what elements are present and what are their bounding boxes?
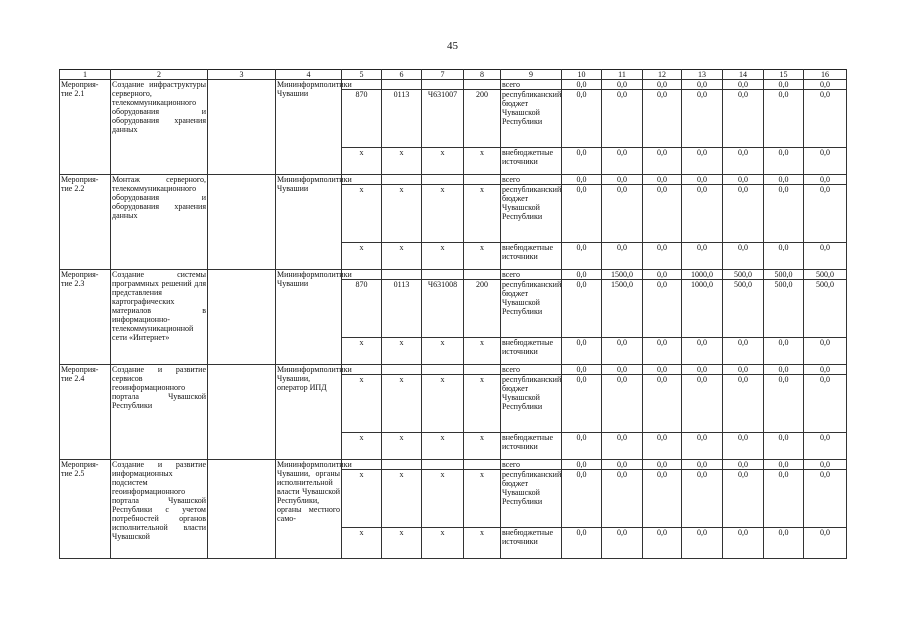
budget-code-cell: x	[382, 470, 422, 528]
activity-col3-cell	[208, 460, 276, 559]
amount-cell: 0,0	[804, 148, 847, 175]
funding-source-cell: республиканский бюджет Чувашской Республики	[501, 185, 562, 243]
amount-cell: 0,0	[764, 90, 804, 148]
funding-source-cell: внебюджетные источники	[501, 433, 562, 460]
budget-code-cell: x	[464, 243, 501, 270]
budget-code-cell: x	[422, 470, 464, 528]
budget-code-cell: x	[342, 375, 382, 433]
amount-cell: 0,0	[764, 175, 804, 185]
activity-col3-cell	[208, 270, 276, 365]
amount-cell: 0,0	[643, 375, 682, 433]
amount-cell: 0,0	[682, 470, 723, 528]
amount-cell: 0,0	[804, 365, 847, 375]
amount-cell: 0,0	[804, 460, 847, 470]
amount-cell: 0,0	[562, 80, 602, 90]
amount-cell: 0,0	[764, 80, 804, 90]
activity-name-cell: Мероприя-тие 2.3	[60, 270, 111, 365]
amount-cell: 0,0	[764, 375, 804, 433]
amount-cell: 0,0	[643, 148, 682, 175]
activity-description-cell: Создание и развитие сервисов геоинформационного портала Чувашской Республики	[111, 365, 208, 460]
amount-cell: 0,0	[764, 185, 804, 243]
amount-cell: 0,0	[602, 528, 643, 559]
column-number-cell: 1	[60, 70, 111, 80]
amount-cell: 0,0	[643, 243, 682, 270]
amount-cell: 0,0	[602, 460, 643, 470]
budget-code-cell: x	[382, 243, 422, 270]
amount-cell: 0,0	[764, 338, 804, 365]
budget-code-cell	[464, 270, 501, 280]
column-number-cell: 4	[276, 70, 342, 80]
amount-cell: 0,0	[764, 365, 804, 375]
amount-cell: 1000,0	[682, 270, 723, 280]
table-row	[60, 365, 847, 375]
budget-code-cell: x	[464, 185, 501, 243]
budget-code-cell: x	[342, 470, 382, 528]
amount-cell: 0,0	[723, 365, 764, 375]
budget-code-cell	[422, 175, 464, 185]
activity-col3-cell	[208, 175, 276, 270]
budget-code-cell: x	[422, 338, 464, 365]
amount-cell: 0,0	[643, 470, 682, 528]
budget-code-cell: x	[464, 148, 501, 175]
activity-name-cell: Мероприя-тие 2.5	[60, 460, 111, 559]
amount-cell: 0,0	[804, 243, 847, 270]
amount-cell: 500,0	[764, 270, 804, 280]
amount-cell: 0,0	[562, 185, 602, 243]
budget-code-cell: Ч631007	[422, 90, 464, 148]
amount-cell: 0,0	[643, 280, 682, 338]
amount-cell: 0,0	[804, 433, 847, 460]
amount-cell: 0,0	[682, 460, 723, 470]
budget-code-cell	[464, 80, 501, 90]
budget-code-cell: 870	[342, 90, 382, 148]
funding-source-cell: всего	[501, 80, 562, 90]
funding-source-cell: внебюджетные источники	[501, 243, 562, 270]
budget-code-cell	[382, 175, 422, 185]
amount-cell: 0,0	[643, 80, 682, 90]
amount-cell: 0,0	[562, 338, 602, 365]
amount-cell: 0,0	[562, 460, 602, 470]
amount-cell: 0,0	[562, 280, 602, 338]
column-number-row	[60, 70, 847, 80]
budget-code-cell: x	[382, 528, 422, 559]
amount-cell: 1500,0	[602, 280, 643, 338]
amount-cell: 0,0	[682, 90, 723, 148]
column-number-cell: 12	[643, 70, 682, 80]
amount-cell: 0,0	[723, 80, 764, 90]
table-body	[60, 70, 847, 559]
amount-cell: 0,0	[804, 185, 847, 243]
amount-cell: 0,0	[602, 148, 643, 175]
amount-cell: 0,0	[562, 243, 602, 270]
amount-cell: 0,0	[764, 528, 804, 559]
budget-code-cell	[382, 80, 422, 90]
amount-cell: 0,0	[682, 80, 723, 90]
amount-cell: 1000,0	[682, 280, 723, 338]
amount-cell: 0,0	[643, 460, 682, 470]
budget-code-cell: x	[422, 243, 464, 270]
budget-code-cell: x	[382, 375, 422, 433]
amount-cell: 0,0	[643, 528, 682, 559]
amount-cell: 0,0	[602, 338, 643, 365]
budget-code-cell: x	[342, 185, 382, 243]
column-number-cell: 9	[501, 70, 562, 80]
budget-code-cell	[464, 365, 501, 375]
budget-code-cell: x	[342, 528, 382, 559]
budget-code-cell: 0113	[382, 280, 422, 338]
amount-cell: 0,0	[723, 470, 764, 528]
amount-cell: 0,0	[602, 470, 643, 528]
budget-code-cell	[422, 460, 464, 470]
budget-code-cell: x	[422, 433, 464, 460]
budget-code-cell: x	[422, 528, 464, 559]
amount-cell: 500,0	[764, 280, 804, 338]
table-row	[60, 80, 847, 90]
amount-cell: 0,0	[682, 338, 723, 365]
activity-executor-cell: Мининформполитики Чувашии, оператор ИПД	[276, 365, 342, 460]
budget-code-cell: x	[382, 148, 422, 175]
funding-source-cell: внебюджетные источники	[501, 338, 562, 365]
activity-executor-cell: Мининформполитики Чувашии, органы исполнительной власти Чувашской Республики, органы местного само-	[276, 460, 342, 559]
amount-cell: 0,0	[723, 338, 764, 365]
amount-cell: 0,0	[723, 175, 764, 185]
budget-table	[59, 69, 847, 559]
amount-cell: 0,0	[764, 433, 804, 460]
funding-source-cell: республиканский бюджет Чувашской Республики	[501, 375, 562, 433]
amount-cell: 0,0	[562, 528, 602, 559]
amount-cell: 0,0	[562, 175, 602, 185]
amount-cell: 500,0	[723, 280, 764, 338]
budget-code-cell: x	[342, 148, 382, 175]
amount-cell: 0,0	[723, 243, 764, 270]
amount-cell: 0,0	[602, 185, 643, 243]
funding-source-cell: внебюджетные источники	[501, 528, 562, 559]
activity-executor-cell: Мининформполитики Чувашии	[276, 175, 342, 270]
amount-cell: 1500,0	[602, 270, 643, 280]
activity-description-cell: Создание и развитие информационных подсистем геоинформационного портала Чувашской Республики с учетом потребностей органов исполнительной власти Чувашской	[111, 460, 208, 559]
amount-cell: 0,0	[723, 148, 764, 175]
activity-description-cell: Создание системы программных решений для представления картографических материалов в информационно-телекоммуникационной сети «Интернет»	[111, 270, 208, 365]
amount-cell: 0,0	[562, 270, 602, 280]
amount-cell: 500,0	[723, 270, 764, 280]
budget-code-cell: x	[382, 433, 422, 460]
amount-cell: 0,0	[804, 80, 847, 90]
amount-cell: 0,0	[804, 470, 847, 528]
budget-code-cell	[382, 270, 422, 280]
amount-cell: 0,0	[602, 243, 643, 270]
amount-cell: 0,0	[682, 148, 723, 175]
budget-code-cell	[464, 460, 501, 470]
activity-name-cell: Мероприя-тие 2.4	[60, 365, 111, 460]
funding-source-cell: всего	[501, 175, 562, 185]
column-number-cell: 3	[208, 70, 276, 80]
amount-cell: 0,0	[602, 375, 643, 433]
budget-code-cell: x	[382, 185, 422, 243]
amount-cell: 0,0	[682, 175, 723, 185]
amount-cell: 0,0	[723, 460, 764, 470]
funding-source-cell: республиканский бюджет Чувашской Республики	[501, 90, 562, 148]
amount-cell: 0,0	[562, 148, 602, 175]
amount-cell: 0,0	[804, 338, 847, 365]
amount-cell: 500,0	[804, 280, 847, 338]
budget-code-cell: x	[382, 338, 422, 365]
amount-cell: 0,0	[643, 175, 682, 185]
budget-code-cell: x	[342, 243, 382, 270]
activity-executor-cell: Мининформполитики Чувашии	[276, 270, 342, 365]
amount-cell: 0,0	[602, 433, 643, 460]
column-number-cell: 14	[723, 70, 764, 80]
budget-code-cell: x	[464, 433, 501, 460]
budget-code-cell: x	[464, 338, 501, 365]
amount-cell: 0,0	[682, 185, 723, 243]
activity-description-cell: Создание инфраструктуры серверного, телекоммуникационного оборудования и оборудования хранения данных	[111, 80, 208, 175]
amount-cell: 0,0	[764, 460, 804, 470]
budget-code-cell	[422, 270, 464, 280]
table-row	[60, 270, 847, 280]
funding-source-cell: внебюджетные источники	[501, 148, 562, 175]
budget-code-cell: x	[422, 185, 464, 243]
budget-code-cell: x	[464, 375, 501, 433]
funding-source-cell: всего	[501, 365, 562, 375]
column-number-cell: 8	[464, 70, 501, 80]
budget-code-cell: 200	[464, 90, 501, 148]
budget-code-cell: x	[342, 433, 382, 460]
budget-code-cell	[422, 365, 464, 375]
page-number: 45	[447, 40, 458, 52]
budget-code-cell: Ч631008	[422, 280, 464, 338]
amount-cell: 0,0	[602, 90, 643, 148]
amount-cell: 0,0	[764, 243, 804, 270]
budget-code-cell	[464, 175, 501, 185]
column-number-cell: 16	[804, 70, 847, 80]
activity-col3-cell	[208, 80, 276, 175]
amount-cell: 0,0	[723, 90, 764, 148]
table-row	[60, 460, 847, 470]
amount-cell: 0,0	[643, 338, 682, 365]
activity-name-cell: Мероприя-тие 2.1	[60, 80, 111, 175]
activity-description-cell: Монтаж серверного, телекоммуникационного оборудования и оборудования хранения данных	[111, 175, 208, 270]
column-number-cell: 13	[682, 70, 723, 80]
amount-cell: 0,0	[562, 90, 602, 148]
column-number-cell: 5	[342, 70, 382, 80]
amount-cell: 0,0	[764, 470, 804, 528]
column-number-cell: 10	[562, 70, 602, 80]
amount-cell: 0,0	[602, 80, 643, 90]
amount-cell: 0,0	[562, 470, 602, 528]
budget-code-cell	[422, 80, 464, 90]
amount-cell: 0,0	[804, 528, 847, 559]
column-number-cell: 6	[382, 70, 422, 80]
amount-cell: 0,0	[643, 90, 682, 148]
amount-cell: 0,0	[562, 365, 602, 375]
budget-code-cell: 200	[464, 280, 501, 338]
amount-cell: 0,0	[562, 433, 602, 460]
activity-executor-cell: Мининформполитики Чувашии	[276, 80, 342, 175]
amount-cell: 0,0	[643, 185, 682, 243]
amount-cell: 0,0	[723, 185, 764, 243]
amount-cell: 500,0	[804, 270, 847, 280]
budget-code-cell	[382, 365, 422, 375]
amount-cell: 0,0	[602, 365, 643, 375]
amount-cell: 0,0	[682, 375, 723, 433]
budget-code-cell: x	[464, 470, 501, 528]
amount-cell: 0,0	[804, 375, 847, 433]
budget-code-cell: 0113	[382, 90, 422, 148]
column-number-cell: 7	[422, 70, 464, 80]
amount-cell: 0,0	[682, 528, 723, 559]
amount-cell: 0,0	[764, 148, 804, 175]
amount-cell: 0,0	[723, 528, 764, 559]
amount-cell: 0,0	[562, 375, 602, 433]
column-number-cell: 2	[111, 70, 208, 80]
amount-cell: 0,0	[643, 433, 682, 460]
funding-source-cell: республиканский бюджет Чувашской Республики	[501, 280, 562, 338]
budget-code-cell: x	[422, 148, 464, 175]
budget-code-cell: 870	[342, 280, 382, 338]
amount-cell: 0,0	[682, 433, 723, 460]
activity-name-cell: Мероприя-тие 2.2	[60, 175, 111, 270]
budget-code-cell: x	[342, 338, 382, 365]
activity-col3-cell	[208, 365, 276, 460]
budget-code-cell	[382, 460, 422, 470]
budget-code-cell: x	[464, 528, 501, 559]
amount-cell: 0,0	[643, 270, 682, 280]
amount-cell: 0,0	[602, 175, 643, 185]
funding-source-cell: всего	[501, 460, 562, 470]
column-number-cell: 15	[764, 70, 804, 80]
table-row	[60, 175, 847, 185]
amount-cell: 0,0	[643, 365, 682, 375]
amount-cell: 0,0	[682, 365, 723, 375]
budget-code-cell: x	[422, 375, 464, 433]
funding-source-cell: республиканский бюджет Чувашской Республики	[501, 470, 562, 528]
amount-cell: 0,0	[804, 175, 847, 185]
amount-cell: 0,0	[723, 433, 764, 460]
column-number-cell: 11	[602, 70, 643, 80]
amount-cell: 0,0	[682, 243, 723, 270]
funding-source-cell: всего	[501, 270, 562, 280]
amount-cell: 0,0	[804, 90, 847, 148]
amount-cell: 0,0	[723, 375, 764, 433]
